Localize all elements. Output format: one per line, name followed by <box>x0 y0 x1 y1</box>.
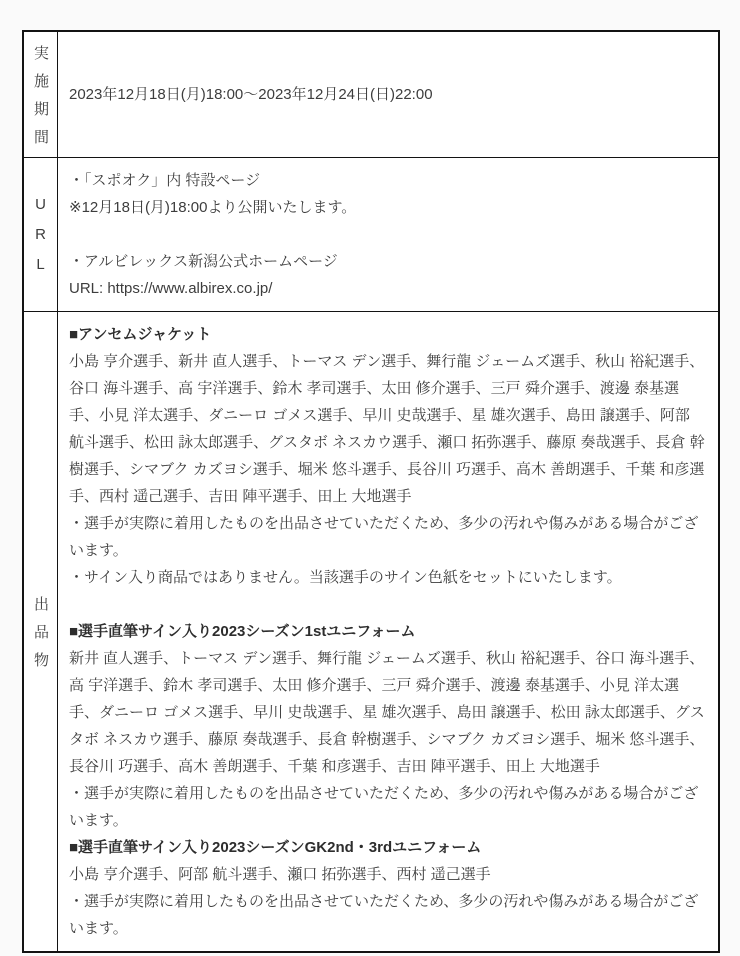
row-header-items <box>24 312 58 951</box>
spacer <box>69 221 707 248</box>
no-autograph-note: ・サイン入り商品ではありません。当該選手のサイン色紙をセットにいたします。 <box>69 569 622 586</box>
event-info-table <box>22 30 720 953</box>
first-uniform-heading: ■選手直筆サイン入り2023シーズン1stユニフォーム <box>69 623 416 640</box>
row-header-label: 出品物 <box>32 596 49 680</box>
spacer <box>69 591 707 618</box>
spooku-special-page: ・「スポオク」内 特設ページ <box>69 172 261 189</box>
table-row-items <box>24 311 718 951</box>
row-header-label: URL <box>32 196 49 286</box>
worn-item-note-2: ・選手が実際に着用したものを出品させていただくため、多少の汚れや傷みがある場合がございます。 <box>69 785 699 829</box>
official-homepage-url: URL: https://www.albirex.co.jp/ <box>69 280 273 297</box>
publish-note: ※12月18日(月)18:00より公開いたします。 <box>69 199 357 216</box>
period-value: 2023年12月18日(月)18:00〜2023年12月24日(日)22:00 <box>69 86 433 103</box>
table-row-url <box>24 157 718 311</box>
worn-item-note-3: ・選手が実際に着用したものを出品させていただくため、多少の汚れや傷みがある場合がございます。 <box>69 893 699 937</box>
row-header-url <box>24 158 58 311</box>
row-header-period <box>24 32 58 157</box>
official-homepage: ・アルビレックス新潟公式ホームページ <box>69 253 338 270</box>
anthem-jacket-players: 小島 亨介選手、新井 直人選手、トーマス デン選手、舞行龍 ジェームズ選手、秋山 裕紀選手、谷口 海斗選手、高 宇洋選手、鈴木 孝司選手、太田 修介選手、三戸 舜介選手、渡邊 泰基選手、小見 洋太選手、ダニーロ ゴメス選手、早川 史哉選手、星 雄次選手、島田 譲選手、阿部 航斗選手、松田 詠太郎選手、グスタボ ネスカウ選手、瀬口 拓弥選手、藤原 奏哉選手、長倉 幹樹選手、シマブク カズヨシ選手、堀米 悠斗選手、長谷川 巧選手、高木 善朗選手、千葉 和彦選手、西村 遥己選手、吉田 陣平選手、田上 大地選手 <box>69 353 705 505</box>
gk-uniform-heading: ■選手直筆サイン入り2023シーズンGK2nd・3rdユニフォーム <box>69 839 482 856</box>
gk-uniform-players: 小島 亨介選手、阿部 航斗選手、瀬口 拓弥選手、西村 遥己選手 <box>69 866 491 883</box>
anthem-jacket-heading: ■アンセムジャケット <box>69 326 212 343</box>
table-row-period <box>24 32 718 157</box>
first-uniform-players: 新井 直人選手、トーマス デン選手、舞行龍 ジェームズ選手、秋山 裕紀選手、谷口 海斗選手、高 宇洋選手、鈴木 孝司選手、太田 修介選手、三戸 舜介選手、渡邊 泰基選手、小見 洋太選手、ダニーロ ゴメス選手、早川 史哉選手、星 雄次選手、島田 譲選手、松田 詠太郎選手、グスタボ ネスカウ選手、藤原 奏哉選手、長倉 幹樹選手、シマブク カズヨシ選手、堀米 悠斗選手、長谷川 巧選手、高木 善朗選手、千葉 和彦選手、吉田 陣平選手、田上 大地選手 <box>69 650 705 775</box>
row-header-label: 実施期間 <box>32 45 49 157</box>
row-content-period <box>58 32 718 157</box>
row-content-url <box>58 158 718 311</box>
worn-item-note-1: ・選手が実際に着用したものを出品させていただくため、多少の汚れや傷みがある場合がございます。 <box>69 515 699 559</box>
row-content-items <box>58 312 718 951</box>
